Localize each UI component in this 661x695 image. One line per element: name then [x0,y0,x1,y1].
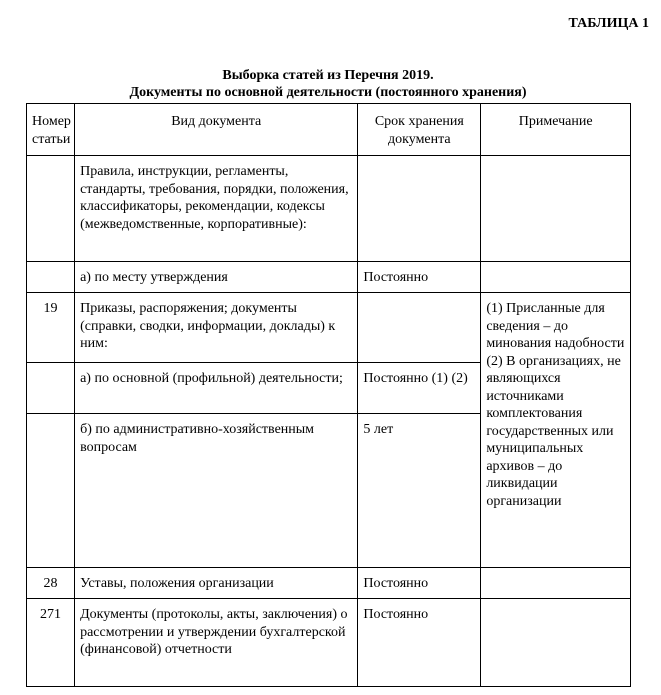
row-doc-type: Документы (протоколы, акты, заключения) о рассмотрении и утверждении бухгалтерской (финансовой) отчетности [75,599,358,687]
col-header-number: Номер статьи [27,104,75,156]
row-doc-type: а) по основной (профильной) деятельности; [75,363,358,414]
row-retention: 5 лет [358,414,481,568]
row-doc-type: Уставы, положения организации [75,568,358,599]
row-number [27,363,75,414]
row-note [481,262,631,293]
row-retention: Постоянно (1) (2) [358,363,481,414]
row-note [481,568,631,599]
table-heading [26,67,630,101]
heading-line-2: Документы по основной деятельности (постоянного хранения) [129,85,527,100]
row-number [27,414,75,568]
row-number [27,262,75,293]
table-row [27,568,631,599]
table-header-row [27,104,631,156]
row-number [27,156,75,262]
col-header-doc-type: Вид документа [75,104,358,156]
row-number: 271 [27,599,75,687]
heading-line-1: Выборка статей из Перечня 2019. [222,68,434,83]
table-row [27,156,631,262]
row-doc-type: Правила, инструкции, регламенты, стандарты, требования, порядки, положения, классификаторы, рекомендации, кодексы (межведомственные, корпоративные): [75,156,358,262]
col-header-retention: Срок хранения документа [358,104,481,156]
row-note-merged: (1) Присланные для сведения – до минования надобности (2) В организациях, не являющихся источниками комплектования государственных или муниципальных архивов – до ликвидации организации [481,293,631,568]
row-doc-type: б) по административно-хозяйственным вопросам [75,414,358,568]
row-doc-type: а) по месту утверждения [75,262,358,293]
document-table [26,103,631,687]
row-retention: Постоянно [358,262,481,293]
table-number: ТАБЛИЦА 1 [568,16,649,31]
table-row [27,293,631,363]
row-retention: Постоянно [358,599,481,687]
row-number: 19 [27,293,75,363]
row-retention [358,156,481,262]
table-row [27,599,631,687]
row-number: 28 [27,568,75,599]
row-doc-type: Приказы, распоряжения; документы (справки, сводки, информации, доклады) к ним: [75,293,358,363]
col-header-note: Примечание [481,104,631,156]
row-note [481,156,631,262]
row-note [481,599,631,687]
row-retention [358,293,481,363]
table-row [27,262,631,293]
row-retention: Постоянно [358,568,481,599]
